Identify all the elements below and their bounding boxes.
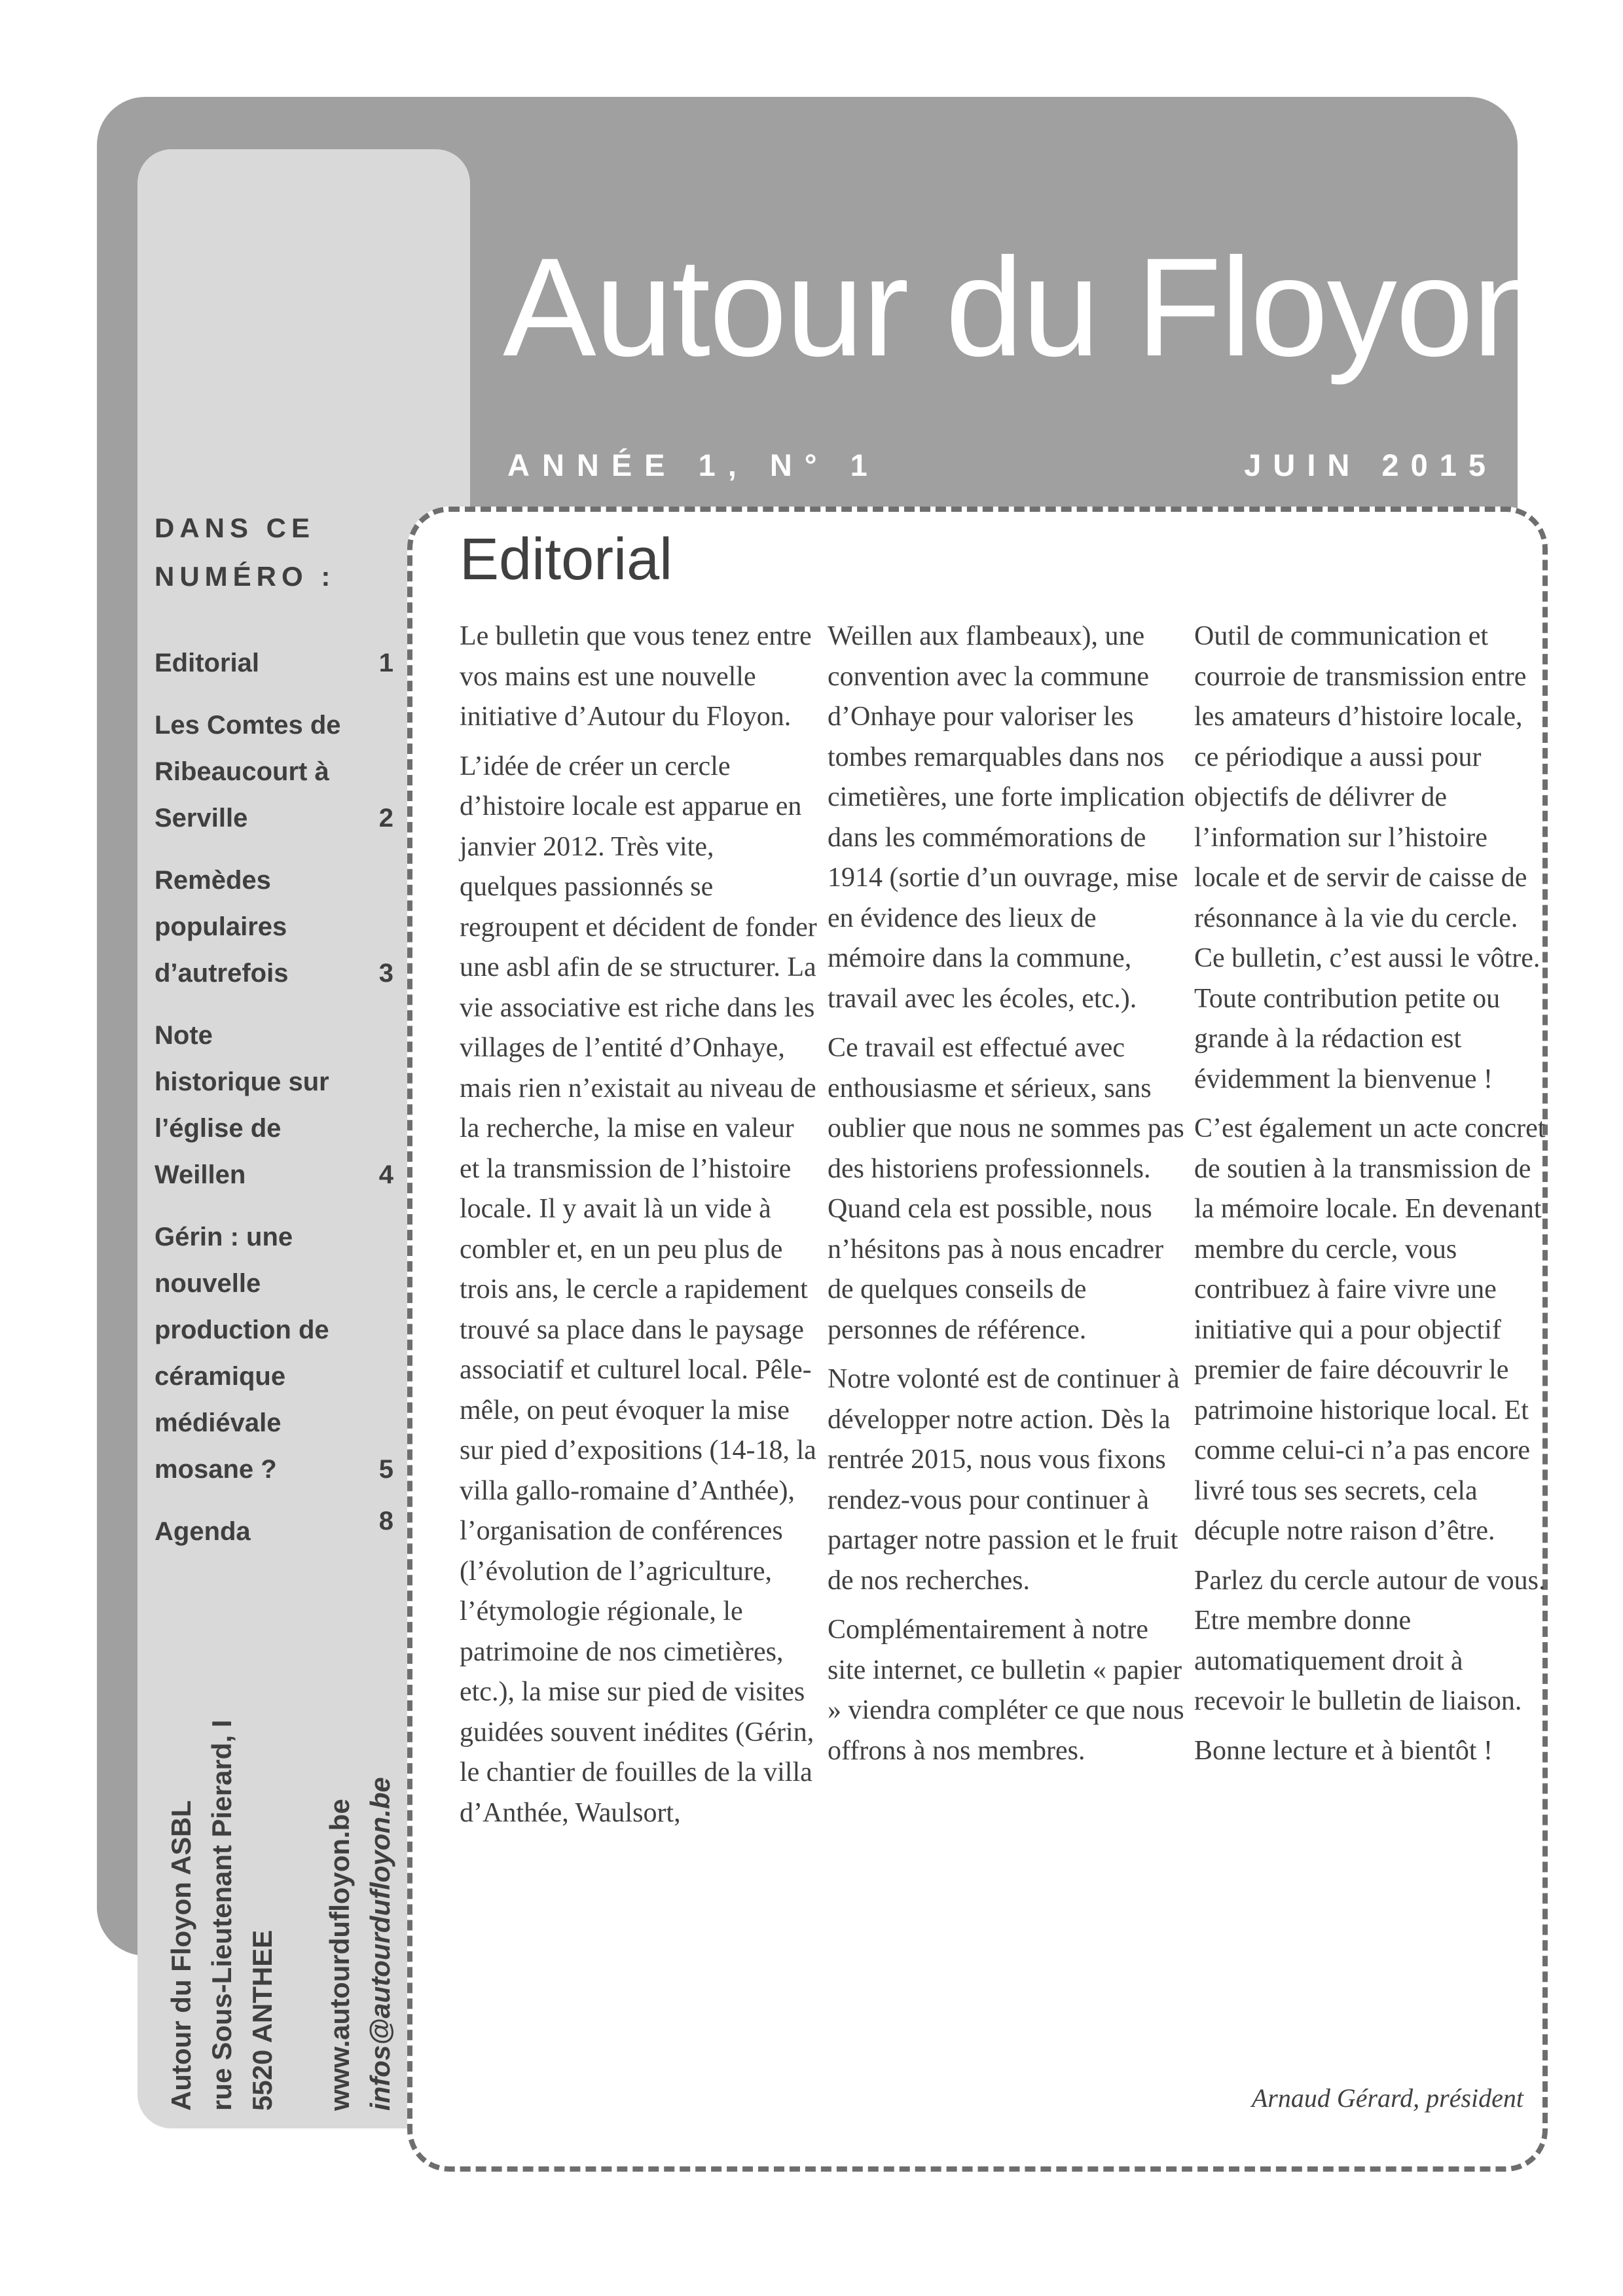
toc-heading: DANS CE NUMÉRO : (155, 512, 336, 592)
toc-item-page: 4 (378, 1160, 393, 1189)
website-link[interactable]: www.autourdufloyon.be (324, 1799, 355, 2111)
table-of-contents (155, 640, 393, 1571)
issue-number: ANNÉE 1, N° 1 (507, 448, 880, 482)
org-name: Autour du Floyon ASBL (166, 1800, 196, 2111)
newsletter-title: Autour du Floyon (503, 229, 1549, 386)
toc-item-page: 8 (378, 1507, 393, 1535)
toc-item[interactable] (155, 702, 393, 842)
paragraph: Complémentairement à notre site internet, ce bulletin « papier » viendra compléter ce que nous offrons à nos membres. (828, 1615, 1184, 1766)
email-link[interactable]: infos@autourdufloyon.be (365, 1777, 395, 2111)
toc-item[interactable] (155, 640, 393, 687)
toc-item-title: Note historique sur l’église de Weillen (155, 1021, 329, 1189)
editorial-title: Editorial (460, 527, 673, 592)
paragraph: Notre volonté est de continuer à développer notre action. Dès la rentrée 2015, nous vous fixons rendez-vous pour continuer à partager notre passion et le fruit de nos recherches. (828, 1364, 1180, 1596)
toc-item-page: 1 (378, 649, 393, 677)
toc-item-page: 5 (378, 1455, 393, 1484)
paragraph: Ce travail est effectué avec enthousiasme et sérieux, sans oublier que nous ne sommes pas des historiens professionnels. Quand cela est possible, nous n’hésitons pas à nous encadrer de quelques conseils de personnes de référence. (828, 1033, 1184, 1345)
paragraph: L’idée de créer un cercle d’histoire locale est apparue en janvier 2012. Très vite, quelques passionnés se regroupent et décident de fonder une asbl afin de se structurer. La vie associative est riche dans les villages de l’entité d’Onhaye, mais rien n’existait au niveau de la recherche, la mise en valeur et la transmission de l’histoire locale. Il y avait là un vide à combler et, en un peu plus de trois ans, le cercle a rapidement trouvé sa place dans le paysage associatif et culturel local. Pêle-mêle, on peut évoquer la mise sur pied d’expositions (14-18, la villa gallo-romaine d’Anthée), l’organisation de conférences (l’évolution de l’agriculture, l’étymologie régionale, le patrimoine de nos cimetières, etc.), la mise sur pied de visites guidées souvent inédites (Gérin, le chantier de fouilles de la villa d’Anthée, Waulsort, (460, 751, 817, 1828)
toc-item[interactable] (155, 1507, 393, 1555)
toc-item[interactable] (155, 1013, 393, 1198)
contact-address (161, 1626, 401, 2111)
toc-item-title: Remèdes populaires d’autrefois (155, 866, 289, 988)
editorial-signature: Arnaud Gérard, président (1251, 2083, 1523, 2113)
paragraph: C’est également un acte concret de soutien à la transmission de la mémoire locale. En devenant membre du cercle, vous contribuez à faire vivre une initiative qui a pour objectif premier de faire découvrir le patrimoine historique local. Et comme celui-ci n’a pas encore livré tous ses secrets, cela décuple notre raison d’être. (1194, 1113, 1546, 1546)
paragraph: Bonne lecture et à bientôt ! (1194, 1735, 1493, 1766)
toc-item-title: Editorial (155, 649, 260, 677)
street-address: rue Sous-Lieutenant Pierard, I (206, 1719, 237, 2111)
toc-item-title: Gérin : une nouvelle production de céramique médiévale mosane ? (155, 1223, 329, 1484)
postal-city: 5520 ANTHEE (247, 1929, 278, 2111)
issue-date: JUIN 2015 (1244, 448, 1497, 482)
paragraph: Weillen aux flambeaux), une convention avec la commune d’Onhaye pour valoriser les tombes remarquables dans nos cimetières, une forte implication dans les commémorations de 1914 (sortie d’un ouvrage, mise en évidence des lieux de mémoire dans la commune, travail avec les écoles, etc.). (828, 621, 1185, 1014)
toc-item-title: Les Comtes de Ribeaucourt à Serville (155, 711, 341, 833)
toc-item-page: 2 (378, 804, 393, 833)
editorial-column-3 (1194, 617, 1553, 1780)
toc-item-page: 3 (378, 959, 393, 988)
editorial-column-2 (828, 617, 1186, 1780)
paragraph: Outil de communication et courroie de transmission entre les amateurs d’histoire locale, ce périodique a aussi pour objectifs de délivrer de l’information sur l’histoire locale et de servir de caisse de résonnance à la vie du cercle. Ce bulletin, c’est aussi le vôtre. Toute contribution petite ou grande à la rédaction est évidemment la bienvenue ! (1194, 621, 1541, 1094)
paragraph: Parlez du cercle autour de vous. Etre membre donne automatiquement droit à recevoir le bulletin de liaison. (1194, 1565, 1546, 1716)
paragraph: Le bulletin que vous tenez entre vos mains est une nouvelle initiative d’Autour du Floyon. (460, 621, 812, 732)
toc-item[interactable] (155, 1214, 393, 1493)
editorial-column-1 (460, 617, 818, 1842)
toc-item-title: Agenda (155, 1517, 251, 1546)
toc-item[interactable] (155, 857, 393, 997)
